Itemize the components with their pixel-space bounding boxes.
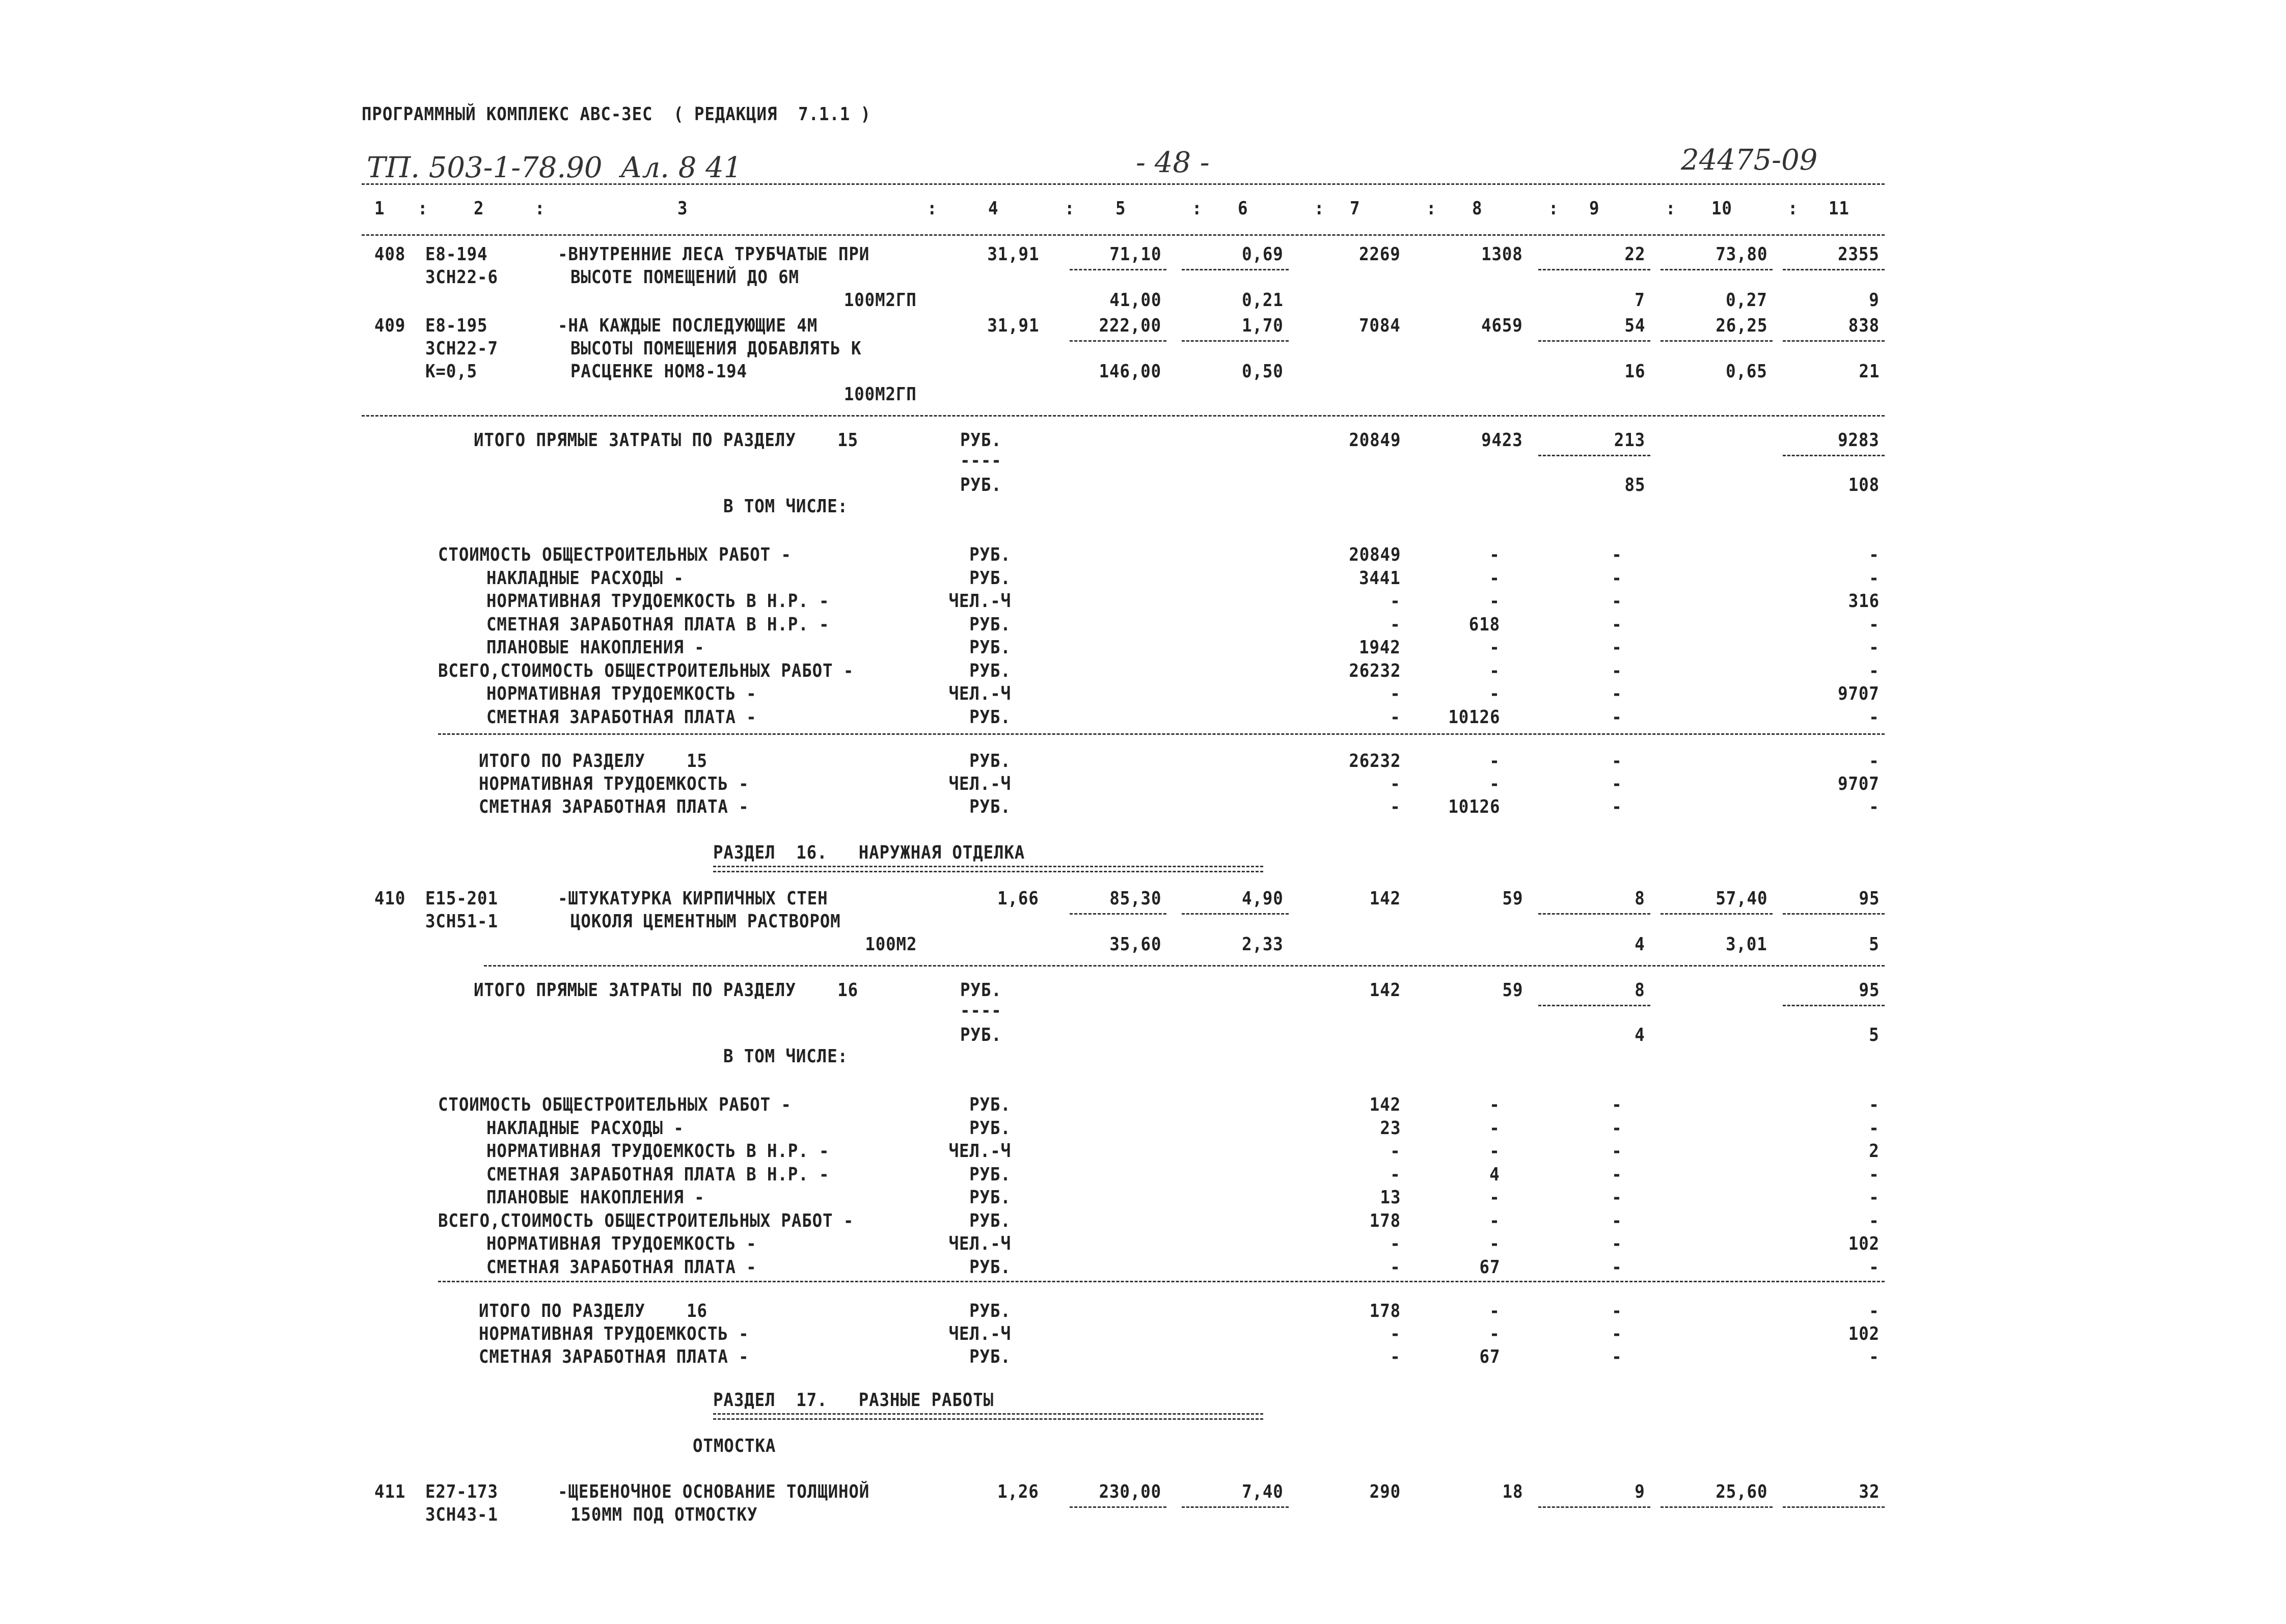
breakdown-row-unit: РУБ.: [969, 1094, 1011, 1115]
breakdown-row-wage: -: [1489, 1233, 1500, 1254]
item-norm-code: 3СН22-7: [425, 338, 498, 359]
breakdown-row-label: ПЛАНОВЫЕ НАКОПЛЕНИЯ -: [486, 637, 705, 658]
breakdown-row-wage: 4: [1489, 1164, 1500, 1185]
direct-total-wage: 9423: [1481, 430, 1523, 451]
section-total-machine: -: [1612, 1324, 1622, 1344]
section-total-wage: -: [1489, 1301, 1500, 1322]
section-total-label: ИТОГО ПО РАЗДЕЛУ 16: [479, 1301, 707, 1322]
item-machine-total: 16: [1624, 361, 1645, 382]
column-separator: :: [1065, 198, 1075, 219]
item-machine-wage: 0,50: [1242, 361, 1284, 382]
item-unit-cost: 71,10: [1109, 244, 1161, 265]
item-machine-labor: 5: [1869, 934, 1880, 955]
section-total-cost: 26232: [1348, 751, 1401, 772]
breakdown-row-unit: ЧЕЛ.-Ч: [948, 1141, 1011, 1162]
sub-rule: [1070, 269, 1166, 270]
breakdown-row-cost: 1942: [1359, 637, 1401, 658]
column-separator: :: [1666, 198, 1676, 219]
breakdown-row-label: НОРМАТИВНАЯ ТРУДОЕМКОСТЬ -: [486, 683, 757, 704]
direct-total-labor: 95: [1859, 980, 1880, 1001]
breakdown-row-label: НАКЛАДНЫЕ РАСХОДЫ -: [486, 1117, 684, 1139]
sub-rule: [1182, 269, 1289, 270]
item-code: Е8-195: [425, 315, 488, 336]
breakdown-row-label: СТОИМОСТЬ ОБЩЕСТРОИТЕЛЬНЫХ РАБОТ -: [438, 544, 792, 565]
item-machine-rate: 0,65: [1726, 361, 1767, 382]
breakdown-row-wage: -: [1489, 567, 1500, 589]
section-total-cost: -: [1390, 1346, 1401, 1367]
section-17-subtitle: ОТМОСТКА: [693, 1436, 776, 1456]
item-machine-unit: 41,00: [1109, 290, 1161, 311]
column-separator: :: [1314, 198, 1325, 219]
item-description-line: ВЫСОТЕ ПОМЕЩЕНИЙ ДО 6М: [570, 267, 799, 288]
sheet-code-handwritten: 24475-09: [1681, 144, 1818, 177]
breakdown-row-cost: 3441: [1359, 567, 1401, 589]
breakdown-row-wage: -: [1489, 660, 1500, 681]
breakdown-row-unit: ЧЕЛ.-Ч: [948, 683, 1011, 704]
sub-rule: [1538, 913, 1650, 915]
breakdown-row-labor: 316: [1848, 591, 1880, 612]
breakdown-row-wage: -: [1489, 637, 1500, 658]
section-total-label: СМЕТНАЯ ЗАРАБОТНАЯ ПЛАТА -: [479, 796, 749, 817]
section-total-label: НОРМАТИВНАЯ ТРУДОЕМКОСТЬ -: [479, 774, 749, 794]
sub-rule: [1783, 1005, 1885, 1006]
column-separator: :: [1548, 198, 1559, 219]
breakdown-row-label: ВСЕГО,СТОИМОСТЬ ОБЩЕСТРОИТЕЛЬНЫХ РАБОТ -: [438, 1210, 854, 1231]
breakdown-row-wage: 618: [1468, 614, 1500, 635]
breakdown-row-cost: 142: [1369, 1094, 1401, 1115]
header-rule: [362, 183, 1885, 185]
item-unit: 100М2ГП: [844, 384, 917, 405]
breakdown-row-cost: 178: [1369, 1210, 1401, 1231]
item-unit: 100М2ГП: [844, 290, 917, 311]
breakdown-row-labor: -: [1869, 706, 1880, 728]
section-total-labor: 9707: [1838, 774, 1880, 794]
breakdown-row-machine: -: [1612, 1141, 1622, 1162]
direct-cost-total-label: ИТОГО ПРЯМЫЕ ЗАТРАТЫ ПО РАЗДЕЛУ 15: [474, 430, 859, 451]
item-machine-labor: 9: [1869, 290, 1880, 311]
section-total-unit: ЧЕЛ.-Ч: [948, 774, 1011, 794]
direct-total-labor: 9283: [1838, 430, 1880, 451]
unit-label: РУБ.: [960, 1025, 1002, 1045]
item-description-line: РАСЦЕНКЕ НОМ8-194: [570, 361, 747, 382]
column-number-9: 9: [1589, 198, 1600, 219]
breakdown-row-label: НОРМАТИВНАЯ ТРУДОЕМКОСТЬ В Н.Р. -: [486, 591, 830, 612]
breakdown-row-machine: -: [1612, 1233, 1622, 1254]
item-machine-rate: 0,27: [1726, 290, 1767, 311]
sub-rule: [1538, 269, 1650, 270]
breakdown-row-wage: -: [1489, 1094, 1500, 1115]
breakdown-row-wage: -: [1489, 544, 1500, 565]
direct-total-machine-wage: 85: [1624, 475, 1645, 496]
sub-rule: [1661, 340, 1773, 342]
section-total-label: НОРМАТИВНАЯ ТРУДОЕМКОСТЬ -: [479, 1324, 749, 1344]
program-header: ПРОГРАММНЫЙ КОМПЛЕКС АВС-3ЕС ( РЕДАКЦИЯ 7.1.1 ): [362, 104, 871, 125]
item-code: Е27-173: [425, 1481, 498, 1502]
breakdown-row-label: НОРМАТИВНАЯ ТРУДОЕМКОСТЬ -: [486, 1233, 757, 1254]
section-title-rule: [713, 866, 1263, 872]
breakdown-row-cost: -: [1390, 614, 1401, 635]
direct-total-machine-labor: 5: [1869, 1025, 1880, 1045]
section-total-machine: -: [1612, 796, 1622, 817]
column-number-6: 6: [1238, 198, 1248, 219]
item-norm-code: 3СН22-6: [425, 267, 498, 288]
item-total-wage: 18: [1502, 1481, 1523, 1502]
breakdown-row-machine: -: [1612, 1164, 1622, 1185]
item-unit-cost: 230,00: [1099, 1481, 1161, 1502]
breakdown-row-label: СМЕТНАЯ ЗАРАБОТНАЯ ПЛАТА -: [486, 706, 757, 728]
breakdown-row-cost: 13: [1380, 1187, 1401, 1208]
section-total-cost: -: [1390, 774, 1401, 794]
item-number: 411: [374, 1481, 406, 1502]
unit-label: РУБ.: [960, 430, 1002, 451]
section-total-label: СМЕТНАЯ ЗАРАБОТНАЯ ПЛАТА -: [479, 1346, 749, 1367]
doc-code-handwritten: ТП. 503-1-78.90 Ал. 8 41: [367, 151, 742, 184]
item-machine-wage: 0,21: [1242, 290, 1284, 311]
item-description: -НА КАЖДЫЕ ПОСЛЕДУЮЩИЕ 4М: [558, 315, 818, 336]
item-quantity: 31,91: [987, 315, 1039, 336]
direct-total-machine: 8: [1635, 980, 1645, 1001]
section-total-cost: -: [1390, 1324, 1401, 1344]
breakdown-row-unit: РУБ.: [969, 1210, 1011, 1231]
item-description: -ВНУТРЕННИЕ ЛЕСА ТРУБЧАТЫЕ ПРИ: [558, 244, 870, 265]
breakdown-row-wage: -: [1489, 1117, 1500, 1139]
section-total-labor: -: [1869, 1301, 1880, 1322]
column-separator: :: [1788, 198, 1799, 219]
section-total-labor: -: [1869, 751, 1880, 772]
column-separator: :: [1426, 198, 1437, 219]
item-machine-unit: 35,60: [1109, 934, 1161, 955]
item-unit-wage: 4,90: [1242, 888, 1284, 909]
sub-rule: [1661, 269, 1773, 270]
breakdown-row-machine: -: [1612, 591, 1622, 612]
breakdown-row-unit: РУБ.: [969, 660, 1011, 681]
item-unit-wage: 7,40: [1242, 1481, 1284, 1502]
item-description-line: 150ММ ПОД ОТМОСТКУ: [570, 1504, 758, 1525]
sub-rule: [1783, 1506, 1885, 1508]
item-quantity: 31,91: [987, 244, 1039, 265]
column-separator: :: [927, 198, 938, 219]
unit-label: РУБ.: [960, 980, 1002, 1001]
section-total-wage: 67: [1479, 1346, 1500, 1367]
breakdown-row-machine: -: [1612, 1117, 1622, 1139]
item-code: Е15-201: [425, 888, 498, 909]
unit-dashes: ----: [960, 1000, 1002, 1021]
section-total-unit: РУБ.: [969, 1301, 1011, 1322]
section-total-wage: 10126: [1448, 796, 1500, 817]
item-unit-wage: 0,69: [1242, 244, 1284, 265]
breakdown-row-unit: РУБ.: [969, 1187, 1011, 1208]
breakdown-row-labor: -: [1869, 1094, 1880, 1115]
breakdown-row-machine: -: [1612, 1210, 1622, 1231]
sub-rule: [1661, 1506, 1773, 1508]
column-number-2: 2: [474, 198, 484, 219]
breakdown-row-unit: РУБ.: [969, 706, 1011, 728]
breakdown-row-label: ПЛАНОВЫЕ НАКОПЛЕНИЯ -: [486, 1187, 705, 1208]
item-unit-wage: 1,70: [1242, 315, 1284, 336]
item-machine-total: 4: [1635, 934, 1645, 955]
breakdown-row-wage: 67: [1479, 1256, 1500, 1278]
item-description: -ЩЕБЕНОЧНОЕ ОСНОВАНИЕ ТОЛЩИНОЙ: [558, 1481, 870, 1502]
item-total-cost: 7084: [1359, 315, 1401, 336]
direct-total-cost: 20849: [1348, 430, 1401, 451]
breakdown-row-cost: -: [1390, 1164, 1401, 1185]
item-unit: 100М2: [864, 934, 917, 955]
direct-total-machine: 213: [1614, 430, 1645, 451]
section-total-machine: -: [1612, 751, 1622, 772]
item-unit-cost: 222,00: [1099, 315, 1161, 336]
item-block-rule: [362, 415, 1885, 417]
breakdown-row-cost: -: [1390, 706, 1401, 728]
breakdown-row-label: СМЕТНАЯ ЗАРАБОТНАЯ ПЛАТА -: [486, 1256, 757, 1278]
sub-rule: [1783, 340, 1885, 342]
breakdown-row-cost: -: [1390, 683, 1401, 704]
sub-rule: [1538, 1506, 1650, 1508]
breakdown-row-wage: -: [1489, 1187, 1500, 1208]
section-total-unit: РУБ.: [969, 1346, 1011, 1367]
breakdown-row-machine: -: [1612, 637, 1622, 658]
sub-rule: [1182, 340, 1289, 342]
breakdown-row-machine: -: [1612, 660, 1622, 681]
breakdown-row-labor: 2: [1869, 1141, 1880, 1162]
item-machine-cost: 22: [1624, 244, 1645, 265]
breakdown-row-unit: ЧЕЛ.-Ч: [948, 591, 1011, 612]
breakdown-row-unit: РУБ.: [969, 614, 1011, 635]
sub-rule: [1783, 913, 1885, 915]
section-total-machine: -: [1612, 1301, 1622, 1322]
item-machine-rate: 3,01: [1726, 934, 1767, 955]
item-machine-cost: 8: [1635, 888, 1645, 909]
breakdown-row-unit: РУБ.: [969, 1256, 1011, 1278]
item-machine-total: 7: [1635, 290, 1645, 311]
column-separator: :: [1192, 198, 1203, 219]
item-machine-unit: 146,00: [1099, 361, 1161, 382]
including-label: В ТОМ ЧИСЛЕ:: [723, 1046, 848, 1067]
item-code: Е8-194: [425, 244, 488, 265]
item-labor-rate: 73,80: [1715, 244, 1767, 265]
item-total-cost: 142: [1369, 888, 1401, 909]
section-title-rule: [713, 1413, 1263, 1420]
breakdown-row-labor: -: [1869, 1187, 1880, 1208]
breakdown-row-machine: -: [1612, 1256, 1622, 1278]
breakdown-row-labor: -: [1869, 637, 1880, 658]
item-description: -ШТУКАТУРКА КИРПИЧНЫХ СТЕН: [558, 888, 828, 909]
section-total-wage: -: [1489, 751, 1500, 772]
item-labor-total: 838: [1848, 315, 1880, 336]
item-total-wage: 1308: [1481, 244, 1523, 265]
breakdown-row-machine: -: [1612, 706, 1622, 728]
section-total-cost: 178: [1369, 1301, 1401, 1322]
breakdown-row-cost: -: [1390, 1256, 1401, 1278]
breakdown-row-wage: -: [1489, 591, 1500, 612]
breakdown-row-wage: -: [1489, 1210, 1500, 1231]
breakdown-row-label: ВСЕГО,СТОИМОСТЬ ОБЩЕСТРОИТЕЛЬНЫХ РАБОТ -: [438, 660, 854, 681]
direct-total-wage: 59: [1502, 980, 1523, 1001]
item-total-wage: 59: [1502, 888, 1523, 909]
breakdown-row-machine: -: [1612, 544, 1622, 565]
breakdown-row-cost: -: [1390, 1141, 1401, 1162]
unit-dashes: ----: [960, 450, 1002, 471]
breakdown-row-unit: РУБ.: [969, 567, 1011, 589]
item-machine-cost: 54: [1624, 315, 1645, 336]
item-total-wage: 4659: [1481, 315, 1523, 336]
item-machine-wage: 2,33: [1242, 934, 1284, 955]
breakdown-row-labor: -: [1869, 660, 1880, 681]
section-total-machine: -: [1612, 774, 1622, 794]
breakdown-row-unit: РУБ.: [969, 1117, 1011, 1139]
section-total-cost: -: [1390, 796, 1401, 817]
breakdown-row-labor: -: [1869, 614, 1880, 635]
section-total-labor: -: [1869, 796, 1880, 817]
breakdown-row-label: НОРМАТИВНАЯ ТРУДОЕМКОСТЬ В Н.Р. -: [486, 1141, 830, 1162]
sub-rule: [1182, 913, 1289, 915]
including-label: В ТОМ ЧИСЛЕ:: [723, 496, 848, 517]
breakdown-row-cost: -: [1390, 1233, 1401, 1254]
item-unit-cost: 85,30: [1109, 888, 1161, 909]
breakdown-row-cost: 23: [1380, 1117, 1401, 1139]
breakdown-row-machine: -: [1612, 614, 1622, 635]
breakdown-row-wage: -: [1489, 1141, 1500, 1162]
page-number-handwritten: - 48 -: [1136, 146, 1210, 179]
breakdown-row-unit: РУБ.: [969, 544, 1011, 565]
column-separator: :: [535, 198, 546, 219]
sub-rule: [1538, 340, 1650, 342]
item-norm-code: 3СН43-1: [425, 1504, 498, 1525]
column-number-11: 11: [1829, 198, 1849, 219]
breakdown-row-machine: -: [1612, 567, 1622, 589]
breakdown-row-label: НАКЛАДНЫЕ РАСХОДЫ -: [486, 567, 684, 589]
direct-cost-total-label: ИТОГО ПРЯМЫЕ ЗАТРАТЫ ПО РАЗДЕЛУ 16: [474, 980, 859, 1001]
breakdown-row-labor: -: [1869, 1256, 1880, 1278]
item-labor-rate: 25,60: [1715, 1481, 1767, 1502]
direct-total-machine-wage: 4: [1635, 1025, 1645, 1045]
item-number: 409: [374, 315, 406, 336]
breakdown-row-labor: 9707: [1838, 683, 1880, 704]
section-total-label: ИТОГО ПО РАЗДЕЛУ 15: [479, 751, 707, 772]
breakdown-row-labor: 102: [1848, 1233, 1880, 1254]
unit-label: РУБ.: [960, 475, 1002, 496]
sub-rule: [1070, 1506, 1166, 1508]
breakdown-rule: [438, 733, 1885, 735]
item-machine-cost: 9: [1635, 1481, 1645, 1502]
breakdown-row-labor: -: [1869, 567, 1880, 589]
column-number-4: 4: [988, 198, 999, 219]
section-total-wage: -: [1489, 774, 1500, 794]
item-labor-total: 2355: [1838, 244, 1880, 265]
column-number-10: 10: [1711, 198, 1732, 219]
breakdown-row-machine: -: [1612, 1094, 1622, 1115]
sub-rule: [1070, 340, 1166, 342]
item-quantity: 1,66: [997, 888, 1039, 909]
breakdown-row-cost: -: [1390, 591, 1401, 612]
breakdown-row-wage: -: [1489, 683, 1500, 704]
breakdown-row-unit: РУБ.: [969, 1164, 1011, 1185]
breakdown-row-unit: РУБ.: [969, 637, 1011, 658]
sub-rule: [1783, 455, 1885, 456]
breakdown-row-label: СМЕТНАЯ ЗАРАБОТНАЯ ПЛАТА В Н.Р. -: [486, 1164, 830, 1185]
breakdown-rule: [438, 1281, 1885, 1282]
section-total-unit: РУБ.: [969, 751, 1011, 772]
direct-total-machine-labor: 108: [1848, 475, 1880, 496]
direct-total-cost: 142: [1369, 980, 1401, 1001]
column-separator: :: [418, 198, 428, 219]
column-number-8: 8: [1472, 198, 1483, 219]
column-number-7: 7: [1350, 198, 1360, 219]
breakdown-row-labor: -: [1869, 1117, 1880, 1139]
item-block-rule: [484, 965, 1885, 967]
item-total-cost: 2269: [1359, 244, 1401, 265]
section-total-unit: РУБ.: [969, 796, 1011, 817]
breakdown-row-machine: -: [1612, 1187, 1622, 1208]
breakdown-row-wage: 10126: [1448, 706, 1500, 728]
item-norm-code: 3СН51-1: [425, 911, 498, 932]
item-labor-total: 95: [1859, 888, 1880, 909]
item-machine-labor: 21: [1859, 361, 1880, 382]
section-17-title: РАЗДЕЛ 17. РАЗНЫЕ РАБОТЫ: [713, 1390, 994, 1411]
breakdown-row-label: СМЕТНАЯ ЗАРАБОТНАЯ ПЛАТА В Н.Р. -: [486, 614, 830, 635]
item-labor-rate: 26,25: [1715, 315, 1767, 336]
item-labor-rate: 57,40: [1715, 888, 1767, 909]
section-total-labor: 102: [1848, 1324, 1880, 1344]
sub-rule: [1070, 913, 1166, 915]
item-description-line: ЦОКОЛЯ ЦЕМЕНТНЫМ РАСТВОРОМ: [570, 911, 841, 932]
sub-rule: [1538, 1005, 1650, 1006]
column-number-1: 1: [374, 198, 385, 219]
sub-rule: [1538, 455, 1650, 456]
item-description-line: ВЫСОТЫ ПОМЕЩЕНИЯ ДОБАВЛЯТЬ К: [570, 338, 862, 359]
section-16-title: РАЗДЕЛ 16. НАРУЖНАЯ ОТДЕЛКА: [713, 842, 1025, 863]
breakdown-row-label: СТОИМОСТЬ ОБЩЕСТРОИТЕЛЬНЫХ РАБОТ -: [438, 1094, 792, 1115]
breakdown-row-machine: -: [1612, 683, 1622, 704]
section-total-labor: -: [1869, 1346, 1880, 1367]
breakdown-row-labor: -: [1869, 1210, 1880, 1231]
breakdown-row-cost: 20849: [1348, 544, 1401, 565]
breakdown-row-labor: -: [1869, 1164, 1880, 1185]
item-coefficient: К=0,5: [425, 361, 478, 382]
sub-rule: [1661, 913, 1773, 915]
column-header-rule: [362, 234, 1885, 236]
item-total-cost: 290: [1369, 1481, 1401, 1502]
item-number: 410: [374, 888, 406, 909]
item-number: 408: [374, 244, 406, 265]
sub-rule: [1783, 269, 1885, 270]
sub-rule: [1182, 1506, 1289, 1508]
section-total-unit: ЧЕЛ.-Ч: [948, 1324, 1011, 1344]
column-number-5: 5: [1115, 198, 1126, 219]
column-number-3: 3: [677, 198, 688, 219]
item-quantity: 1,26: [997, 1481, 1039, 1502]
breakdown-row-unit: ЧЕЛ.-Ч: [948, 1233, 1011, 1254]
breakdown-row-cost: 26232: [1348, 660, 1401, 681]
item-labor-total: 32: [1859, 1481, 1880, 1502]
section-total-wage: -: [1489, 1324, 1500, 1344]
breakdown-row-labor: -: [1869, 544, 1880, 565]
section-total-machine: -: [1612, 1346, 1622, 1367]
